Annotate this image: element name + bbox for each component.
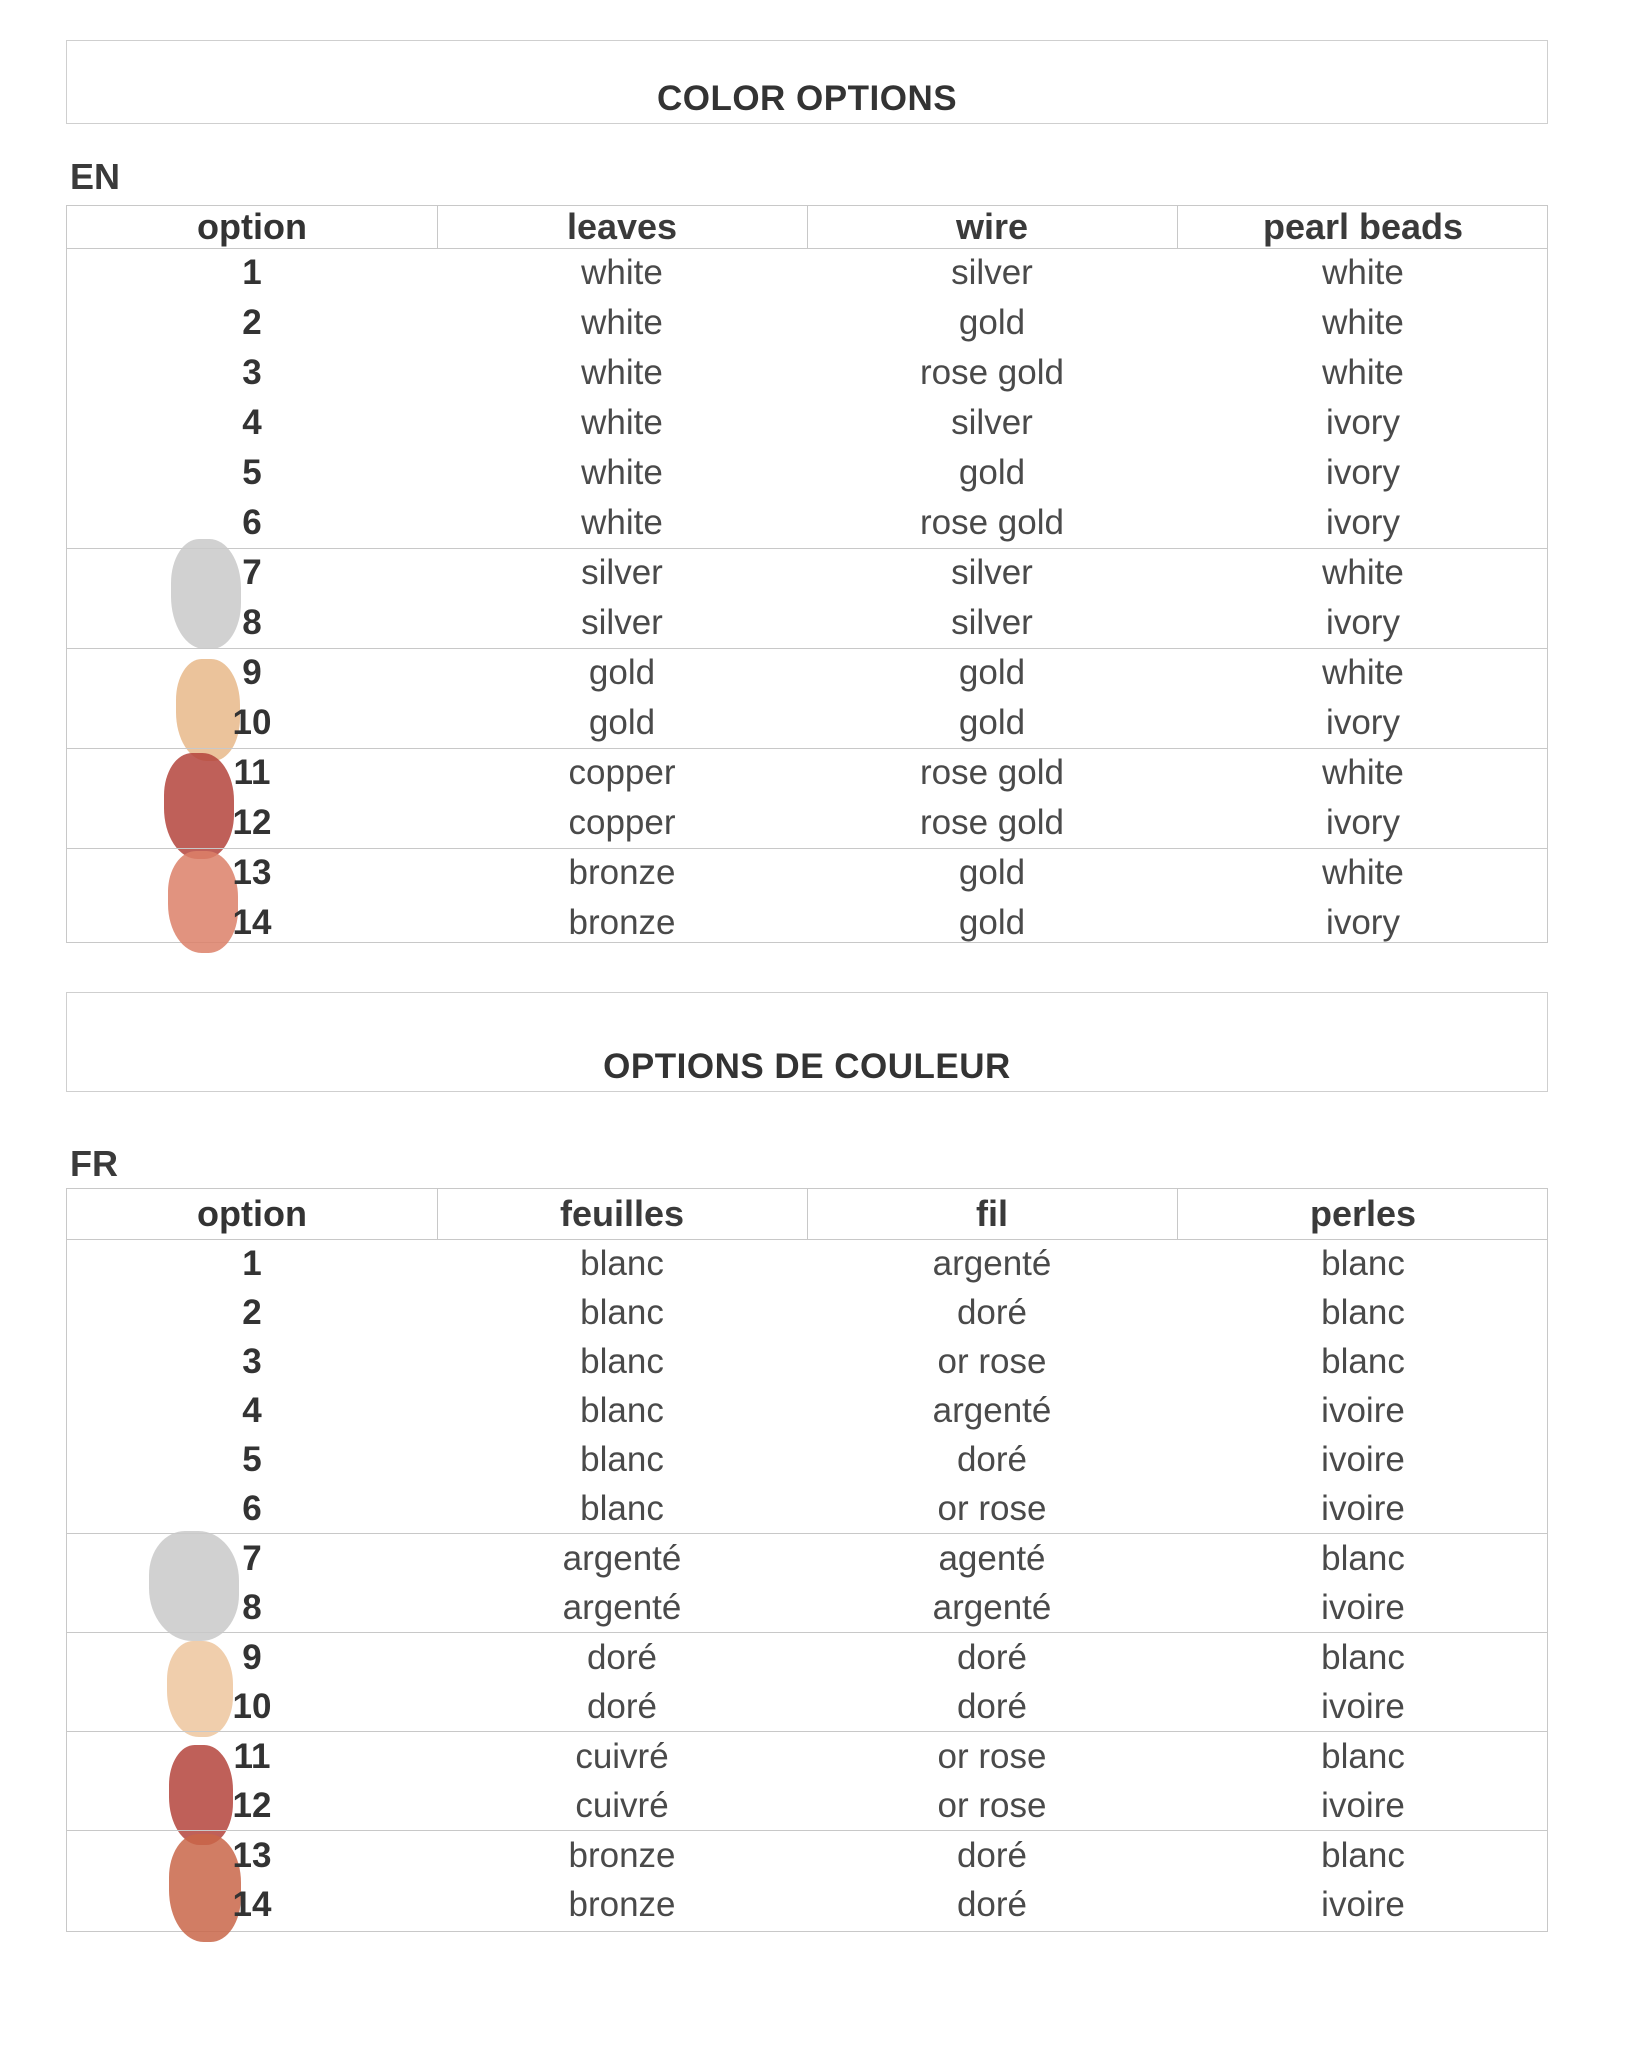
- pearl-beads-value: white: [1322, 253, 1404, 292]
- table-row: [67, 1337, 1547, 1386]
- option-number: 5: [242, 1440, 262, 1479]
- option-number: 11: [233, 1737, 271, 1776]
- leaves-value: bronze: [568, 853, 676, 892]
- feuilles-value: blanc: [580, 1342, 664, 1381]
- table-row: [67, 498, 1547, 549]
- table-row: [67, 1386, 1547, 1435]
- fil-value: doré: [956, 1836, 1028, 1875]
- perles-value: ivoire: [1321, 1885, 1405, 1924]
- wire-value: silver: [951, 253, 1033, 292]
- table-row: [67, 248, 1547, 298]
- perles-value: ivoire: [1321, 1391, 1405, 1430]
- fil-value: or rose: [937, 1489, 1047, 1528]
- pearl-beads-value: ivory: [1326, 803, 1400, 842]
- table-row: [67, 748, 1547, 798]
- table-row: [67, 648, 1547, 698]
- table-row: [67, 1682, 1547, 1732]
- fil-value: argenté: [932, 1588, 1052, 1627]
- wire-value: gold: [958, 653, 1026, 692]
- pearl-beads-value: ivory: [1326, 453, 1400, 492]
- option-number: 8: [242, 1588, 262, 1627]
- fr-color-table: [66, 1188, 1548, 1932]
- option-number: 3: [242, 1342, 262, 1381]
- fil-value: or rose: [937, 1342, 1047, 1381]
- en-header-leaves: leaves: [437, 206, 808, 248]
- option-number: 9: [242, 1638, 262, 1677]
- feuilles-value: blanc: [580, 1440, 664, 1479]
- fil-value: doré: [956, 1440, 1028, 1479]
- feuilles-value: blanc: [580, 1293, 664, 1332]
- feuilles-value: cuivré: [575, 1737, 669, 1776]
- leaves-value: white: [581, 503, 663, 542]
- perles-value: ivoire: [1321, 1440, 1405, 1479]
- table-row: [67, 898, 1547, 942]
- pearl-beads-value: white: [1322, 853, 1404, 892]
- feuilles-value: blanc: [580, 1244, 664, 1283]
- perles-value: blanc: [1321, 1539, 1405, 1578]
- option-number: 13: [232, 1836, 272, 1875]
- perles-value: blanc: [1321, 1737, 1405, 1776]
- pearl-beads-value: white: [1322, 353, 1404, 392]
- option-number: 1: [242, 253, 262, 292]
- wire-value: gold: [958, 453, 1026, 492]
- option-number: 2: [242, 1293, 262, 1332]
- en-header-option: option: [67, 206, 438, 248]
- feuilles-value: blanc: [580, 1391, 664, 1430]
- en-header-pearl-beads: pearl beads: [1262, 206, 1464, 247]
- perles-value: ivoire: [1321, 1687, 1405, 1726]
- leaves-value: white: [581, 353, 663, 392]
- perles-value: blanc: [1321, 1836, 1405, 1875]
- wire-value: rose gold: [920, 503, 1064, 542]
- option-number: 12: [232, 1786, 272, 1825]
- table-row: [67, 1435, 1547, 1484]
- feuilles-value: argenté: [562, 1539, 682, 1578]
- en-color-table: [66, 205, 1548, 943]
- fil-value: doré: [956, 1293, 1028, 1332]
- wire-value: silver: [951, 403, 1033, 442]
- fil-value: argenté: [932, 1391, 1052, 1430]
- option-number: 14: [232, 903, 272, 942]
- fr-table-header: [67, 1189, 1547, 1240]
- feuilles-value: doré: [586, 1638, 658, 1677]
- feuilles-value: cuivré: [575, 1786, 669, 1825]
- perles-value: ivoire: [1321, 1786, 1405, 1825]
- pearl-beads-value: ivory: [1326, 903, 1400, 942]
- table-row: [67, 448, 1547, 498]
- perles-value: ivoire: [1321, 1489, 1405, 1528]
- fil-value: or rose: [937, 1737, 1047, 1776]
- pearl-beads-value: white: [1322, 653, 1404, 692]
- perles-value: ivoire: [1321, 1588, 1405, 1627]
- leaves-value: silver: [581, 553, 663, 592]
- option-number: 1: [242, 1244, 262, 1283]
- table-row: [67, 1880, 1547, 1931]
- table-row: [67, 598, 1547, 649]
- table-row: [67, 798, 1547, 849]
- en-header-wire: wire: [807, 206, 1178, 248]
- option-number: 8: [242, 603, 262, 642]
- option-number: 4: [242, 403, 262, 442]
- fil-value: agenté: [938, 1539, 1046, 1578]
- table-row: [67, 348, 1547, 398]
- fr-header-option: option: [67, 1189, 438, 1239]
- table-row: [67, 298, 1547, 348]
- wire-value: gold: [958, 303, 1026, 342]
- fil-value: argenté: [932, 1244, 1052, 1283]
- perles-value: blanc: [1321, 1293, 1405, 1332]
- pearl-beads-value: ivory: [1326, 703, 1400, 742]
- pearl-beads-value: ivory: [1326, 503, 1400, 542]
- option-number: 11: [233, 753, 271, 792]
- leaves-value: white: [581, 303, 663, 342]
- option-number: 13: [232, 853, 272, 892]
- en-title-box: [66, 40, 1548, 124]
- table-row: [67, 1239, 1547, 1288]
- perles-value: blanc: [1321, 1244, 1405, 1283]
- option-number: 6: [242, 503, 262, 542]
- option-number: 7: [242, 1539, 262, 1578]
- option-number: 14: [232, 1885, 272, 1924]
- option-number: 9: [242, 653, 262, 692]
- wire-value: gold: [958, 903, 1026, 942]
- fr-title-box: [66, 992, 1548, 1092]
- fil-value: doré: [956, 1687, 1028, 1726]
- perles-value: blanc: [1321, 1638, 1405, 1677]
- en-page-title: COLOR OPTIONS: [656, 79, 958, 118]
- pearl-beads-value: white: [1322, 303, 1404, 342]
- option-number: 7: [242, 553, 262, 592]
- option-number: 4: [242, 1391, 262, 1430]
- feuilles-value: bronze: [568, 1836, 676, 1875]
- option-number: 3: [242, 353, 262, 392]
- table-row: [67, 1288, 1547, 1337]
- fr-language-label: FR: [70, 1143, 118, 1184]
- wire-value: silver: [951, 603, 1033, 642]
- wire-value: gold: [958, 853, 1026, 892]
- en-table-header: [67, 206, 1547, 249]
- option-number: 12: [232, 803, 272, 842]
- fil-value: doré: [956, 1885, 1028, 1924]
- wire-value: rose gold: [920, 803, 1064, 842]
- table-row: [67, 1633, 1547, 1682]
- fil-value: doré: [956, 1638, 1028, 1677]
- fil-value: or rose: [937, 1786, 1047, 1825]
- leaves-value: white: [581, 253, 663, 292]
- wire-value: rose gold: [920, 753, 1064, 792]
- table-row: [67, 1831, 1547, 1880]
- table-row: [67, 1583, 1547, 1633]
- leaves-value: bronze: [568, 903, 676, 942]
- table-row: [67, 1732, 1547, 1781]
- fr-header-perles: perles: [1309, 1193, 1417, 1234]
- feuilles-value: doré: [586, 1687, 658, 1726]
- table-row: [67, 398, 1547, 448]
- leaves-value: copper: [568, 753, 676, 792]
- leaves-value: gold: [588, 653, 656, 692]
- feuilles-value: argenté: [562, 1588, 682, 1627]
- feuilles-value: blanc: [580, 1489, 664, 1528]
- perles-value: blanc: [1321, 1342, 1405, 1381]
- wire-value: gold: [958, 703, 1026, 742]
- table-row: [67, 1484, 1547, 1534]
- pearl-beads-value: ivory: [1326, 603, 1400, 642]
- fr-page-title: OPTIONS DE COULEUR: [603, 1047, 1011, 1086]
- fr-header-feuilles: feuilles: [437, 1189, 808, 1239]
- pearl-beads-value: white: [1322, 553, 1404, 592]
- wire-value: silver: [951, 553, 1033, 592]
- leaves-value: white: [581, 403, 663, 442]
- option-number: 10: [232, 703, 272, 742]
- leaves-value: white: [581, 453, 663, 492]
- leaves-value: copper: [568, 803, 676, 842]
- option-number: 10: [232, 1687, 272, 1726]
- leaves-value: gold: [588, 703, 656, 742]
- wire-value: rose gold: [920, 353, 1064, 392]
- option-number: 5: [242, 453, 262, 492]
- option-number: 6: [242, 1489, 262, 1528]
- option-number: 2: [242, 303, 262, 342]
- pearl-beads-value: ivory: [1326, 403, 1400, 442]
- table-row: [67, 548, 1547, 598]
- pearl-beads-value: white: [1322, 753, 1404, 792]
- table-row: [67, 848, 1547, 898]
- en-language-label: EN: [70, 156, 121, 197]
- table-row: [67, 1781, 1547, 1831]
- fr-header-fil: fil: [807, 1189, 1178, 1239]
- table-row: [67, 698, 1547, 749]
- leaves-value: silver: [581, 603, 663, 642]
- table-row: [67, 1534, 1547, 1583]
- feuilles-value: bronze: [568, 1885, 676, 1924]
